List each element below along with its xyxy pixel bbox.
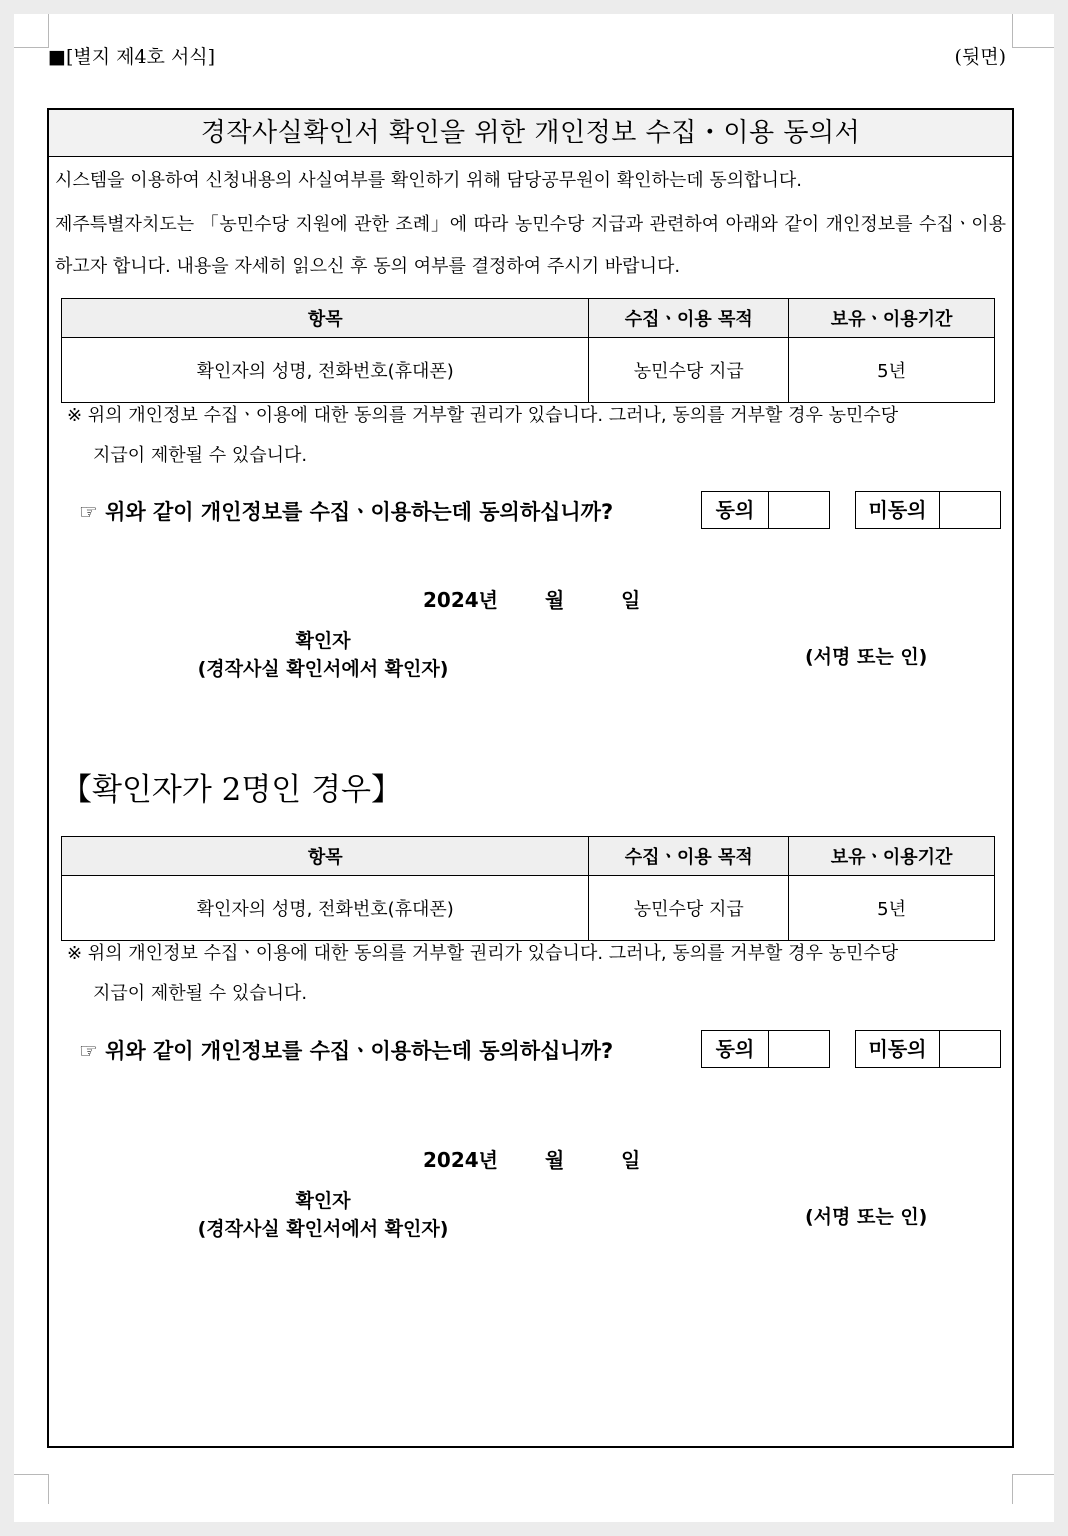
date-day-2: 일 [621, 1148, 641, 1172]
refusal-notice-2 [67, 934, 1006, 1014]
header-period: 보유ㆍ이용기간 [789, 837, 995, 876]
form-number: ■[별지 제4호 서식] [48, 46, 216, 68]
disagree-label: 미동의 [856, 492, 940, 528]
header-item: 항목 [62, 837, 589, 876]
page-side-label: (뒷면) [954, 46, 1006, 68]
header-purpose: 수집ㆍ이용 목적 [589, 299, 789, 338]
cell-purpose: 농민수당 지급 [589, 338, 789, 403]
date-day-1: 일 [621, 588, 641, 612]
cell-purpose: 농민수당 지급 [589, 876, 789, 941]
agree-checkbox-2[interactable] [701, 1030, 830, 1068]
table-header-row [62, 837, 995, 876]
signer-line2: (경작사실 확인서에서 확인자) [197, 658, 449, 680]
refusal-notice-line1: ※ 위의 개인정보 수집ㆍ이용에 대한 동의를 거부할 권리가 있습니다. 그러나, 동의를 거부할 경우 농민수당 [67, 405, 899, 426]
consent-table-1 [61, 298, 995, 403]
cell-item: 확인자의 성명, 전화번호(휴대폰) [62, 876, 589, 941]
agree-label: 동의 [702, 1031, 769, 1067]
table-row [62, 876, 995, 941]
date-year-1: 2024년 [423, 588, 498, 612]
intro-paragraph-1: 시스템을 이용하여 신청내용의 사실여부를 확인하기 위해 담당공무원이 확인하는데 동의합니다. [55, 170, 803, 191]
crop-mark-top-right [1012, 14, 1013, 48]
refusal-notice-line1: ※ 위의 개인정보 수집ㆍ이용에 대한 동의를 거부할 권리가 있습니다. 그러나, 동의를 거부할 경우 농민수당 [67, 943, 899, 964]
signer-label-2 [143, 1187, 503, 1243]
crop-mark-bottom-left [48, 1474, 49, 1504]
agree-label: 동의 [702, 492, 769, 528]
header-period: 보유ㆍ이용기간 [789, 299, 995, 338]
refusal-notice-line2: 지급이 제한될 수 있습니다. [93, 445, 308, 466]
date-month-2: 월 [545, 1148, 565, 1172]
date-year-2: 2024년 [423, 1148, 498, 1172]
section2-title: 【확인자가 2명인 경우】 [61, 772, 402, 808]
cell-item: 확인자의 성명, 전화번호(휴대폰) [62, 338, 589, 403]
cell-period: 5년 [789, 338, 995, 403]
intro-paragraph-2: 제주특별자치도는 「농민수당 지원에 관한 조례」에 따라 농민수당 지급과 관련하여 아래와 같이 개인정보를 수집ㆍ이용하고자 합니다. 내용을 자세히 읽으신 후 동의 여부를 결정하여 주시기 바랍니다. [55, 214, 1006, 277]
header-purpose: 수집ㆍ이용 목적 [589, 837, 789, 876]
date-month-1: 월 [545, 588, 565, 612]
cell-period: 5년 [789, 876, 995, 941]
disagree-label: 미동의 [856, 1031, 940, 1067]
crop-mark-top-right-h [1012, 47, 1054, 48]
signature-field-1[interactable]: (서명 또는 인) [805, 646, 928, 668]
header-item: 항목 [62, 299, 589, 338]
crop-mark-bottom-right-h [1012, 1474, 1054, 1475]
table-header-row [62, 299, 995, 338]
disagree-checkbox-2[interactable] [855, 1030, 1001, 1068]
form-title: 경작사실확인서 확인을 위한 개인정보 수집・이용 동의서 [49, 110, 1012, 157]
consent-question-1: ☞ 위와 같이 개인정보를 수집ㆍ이용하는데 동의하십니까? [79, 500, 614, 524]
agree-checkbox-1[interactable] [701, 491, 830, 529]
consent-question-2: ☞ 위와 같이 개인정보를 수집ㆍ이용하는데 동의하십니까? [79, 1039, 614, 1063]
consent-table-2 [61, 836, 995, 941]
crop-mark-top-left-h [14, 47, 48, 48]
table-row [62, 338, 995, 403]
disagree-checkbox-1[interactable] [855, 491, 1001, 529]
signer-label-1 [143, 627, 503, 683]
signer-line1: 확인자 [295, 1190, 351, 1212]
signature-field-2[interactable]: (서명 또는 인) [805, 1206, 928, 1228]
crop-mark-bottom-left-h [14, 1474, 48, 1475]
refusal-notice-1 [67, 396, 1006, 476]
refusal-notice-line2: 지급이 제한될 수 있습니다. [93, 983, 308, 1004]
signer-line2: (경작사실 확인서에서 확인자) [197, 1218, 449, 1240]
signer-line1: 확인자 [295, 630, 351, 652]
consent-form [47, 108, 1014, 1448]
crop-mark-bottom-right [1012, 1474, 1013, 1504]
